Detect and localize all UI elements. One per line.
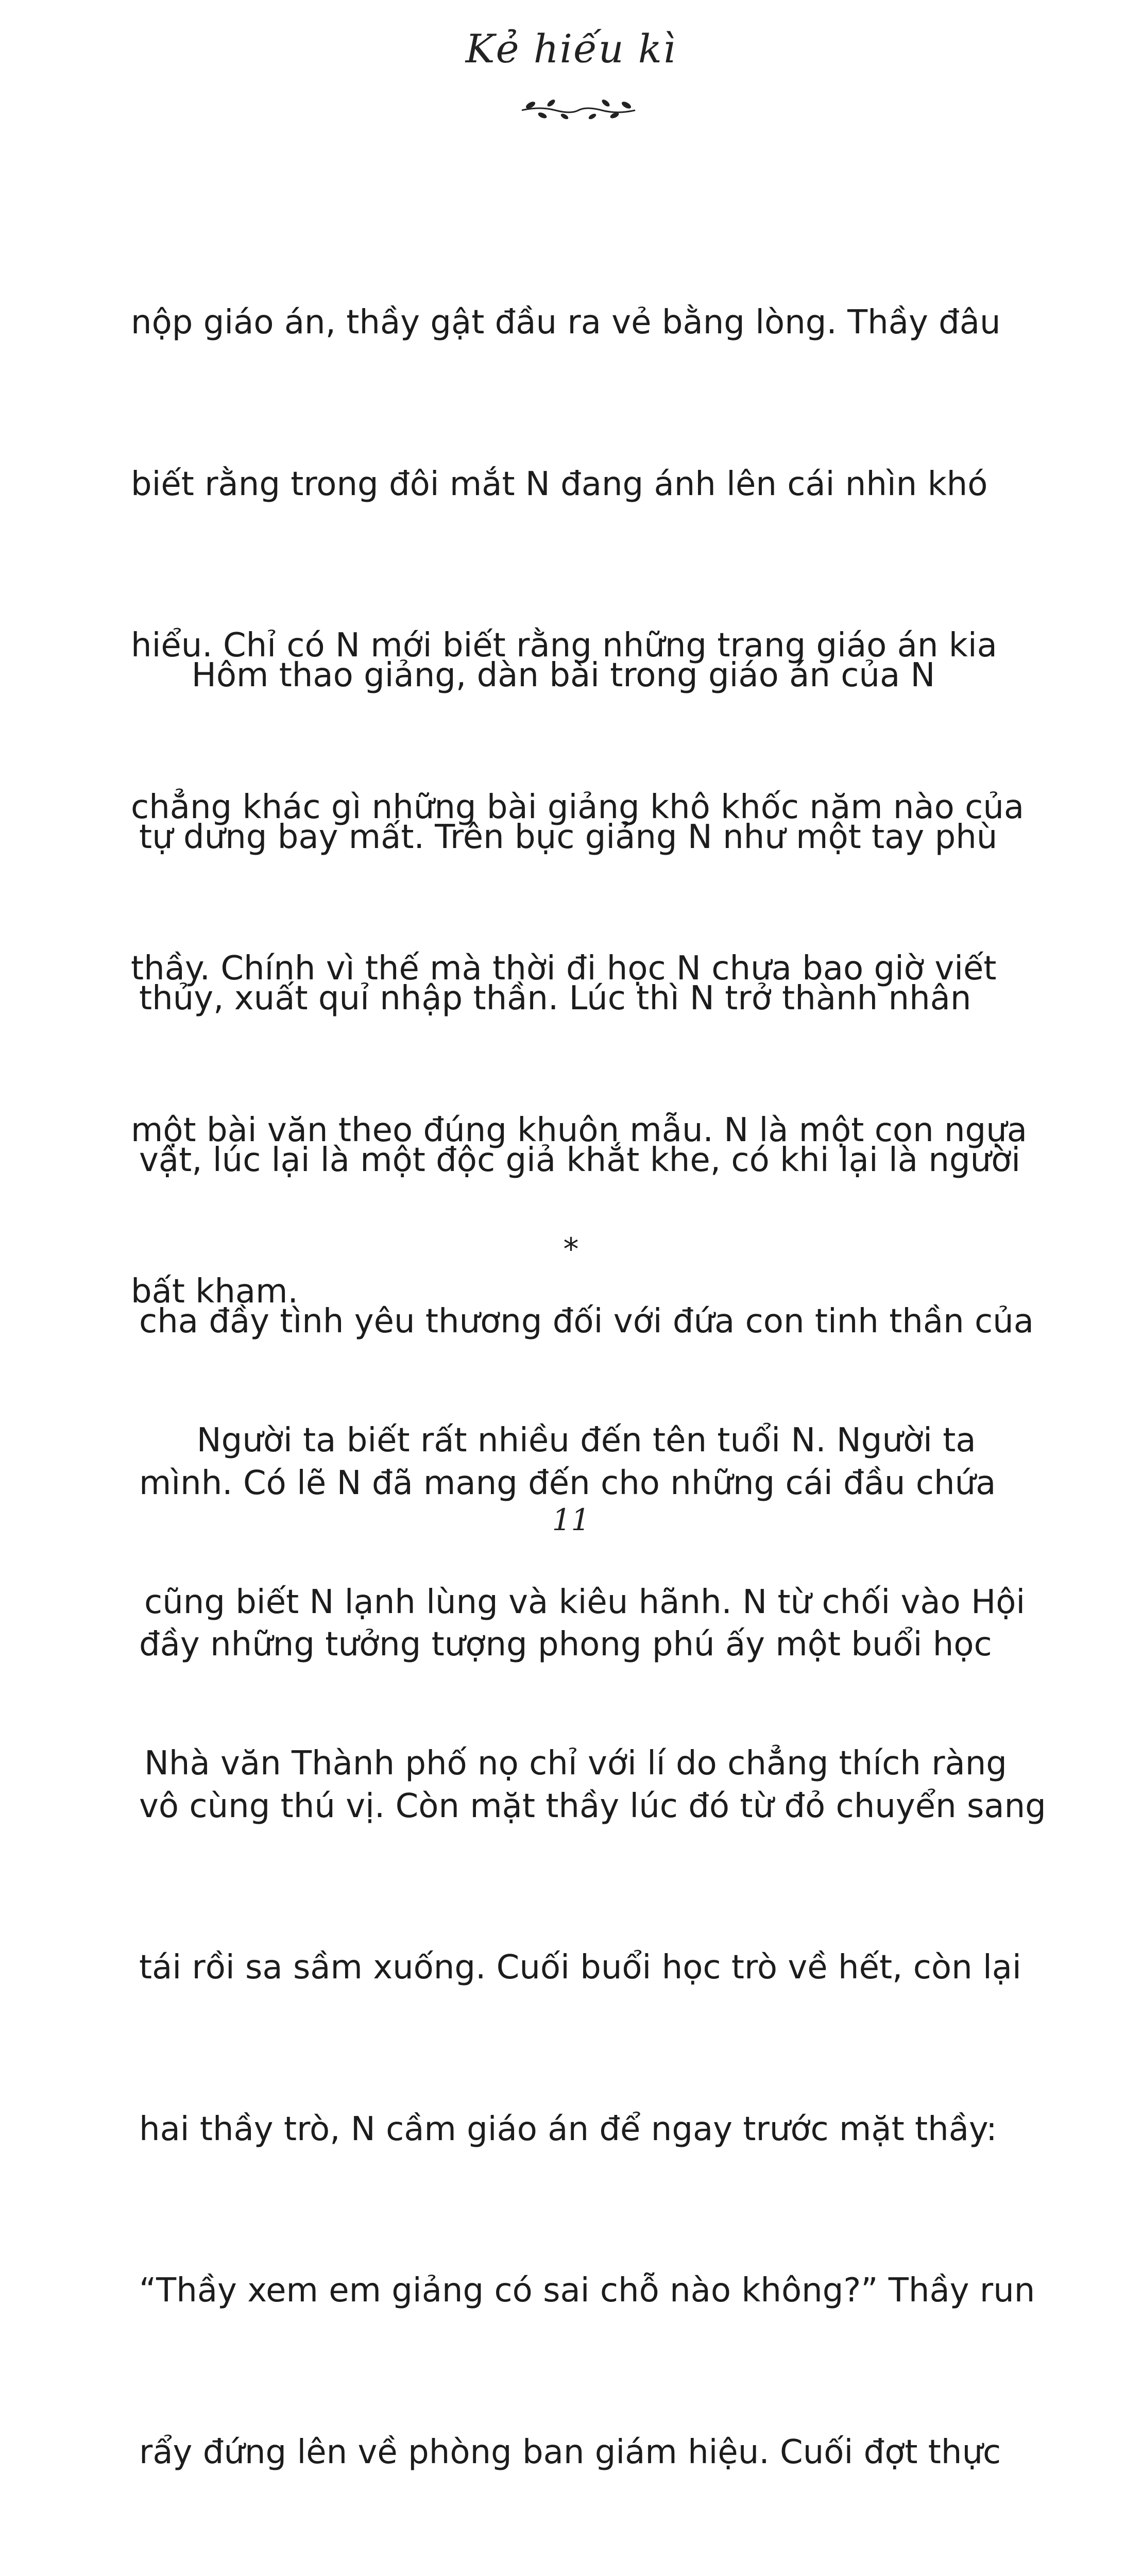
text-line: cha đầy tình yêu thương đối với đứa con tinh thần của <box>139 1302 1034 1341</box>
text-line: chẳng khác gì những bài giảng khô khốc năm nào của <box>131 788 1025 826</box>
text-line: nộp giáo án, thầy gật đầu ra vẻ bằng lòng. Thầy đâu <box>131 303 1001 342</box>
leaf-vine-ornament-icon <box>519 93 638 124</box>
text-line: tự dưng bay mất. Trên bục giảng N như một tay phù <box>139 818 998 856</box>
text-line: một bài văn theo đúng khuôn mẫu. N là một con ngựa <box>131 1111 1027 1149</box>
text-line: Hôm thao giảng, dàn bài trong giáo án của N <box>139 656 935 694</box>
text-line: “Thầy xem em giảng có sai chỗ nào không?” Thầy run <box>139 2272 1035 2310</box>
text-line: bất kham. <box>131 1273 298 1311</box>
body-paragraph <box>144 1306 1025 1844</box>
text-line: vô cùng thú vị. Còn mặt thầy lúc đó từ đỏ chuyển sang <box>139 1787 1046 1825</box>
text-line: cũng biết N lạnh lùng và kiêu hãnh. N từ chối vào Hội <box>144 1583 1026 1621</box>
text-line: tái rồi sa sầm xuống. Cuối buổi học trò về hết, còn lại <box>139 1948 1021 1987</box>
text-line: hiểu. Chỉ có N mới biết rằng những trang giáo án kia <box>131 626 997 665</box>
text-line: đầy những tưởng tượng phong phú ấy một buổi học <box>139 1625 992 1664</box>
text-line: rẩy đứng lên về phòng ban giám hiệu. Cuối đợt thực <box>139 2433 1001 2471</box>
text-line: thủy, xuất quỉ nhập thần. Lúc thì N trở thành nhân <box>139 979 971 1018</box>
running-title: Kẻ hiếu kì <box>465 26 677 72</box>
text-line: Nhà văn Thành phố nọ chỉ với lí do chẳng thích ràng <box>144 1744 1007 1783</box>
text-line: thầy. Chính vì thế mà thời đi học N chưa bao giờ viết <box>131 950 997 988</box>
text-line: biết rằng trong đôi mắt N đang ánh lên cái nhìn khó <box>131 465 988 503</box>
section-separator: * <box>563 1231 579 1267</box>
text-line: Người ta biết rất nhiều đến tên tuổi N. Người ta <box>144 1421 976 1460</box>
page-number: 11 <box>552 1502 590 1537</box>
text-line: vật, lúc lại là một độc giả khắt khe, có khi lại là người <box>139 1141 1020 1179</box>
text-line: hai thầy trò, N cầm giáo án để ngay trước mặt thầy: <box>139 2110 997 2148</box>
text-line: mình. Có lẽ N đã mang đến cho những cái đầu chứa <box>139 1464 996 1502</box>
